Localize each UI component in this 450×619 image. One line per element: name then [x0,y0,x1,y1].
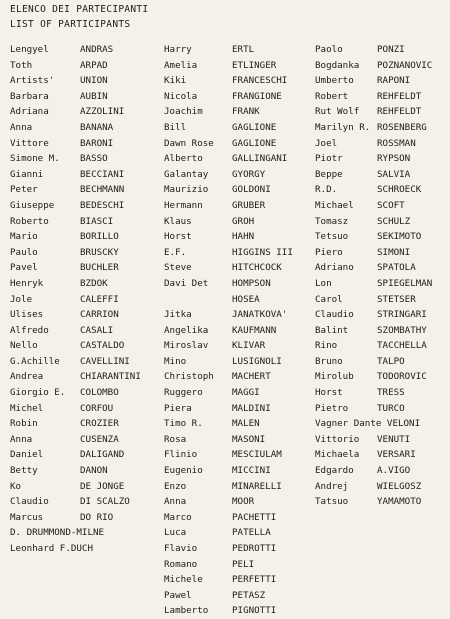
participant-first-name: Tetsuo [315,231,349,243]
participant-last-name: SEKIMOTO [377,231,422,243]
participant-last-name: STETSER [377,293,416,305]
participant-first-name: Lamberto [164,605,209,617]
participant-last-name: ARPAD [80,59,108,71]
participant-last-name: HITCHCOCK [232,262,282,274]
participant-last-name: REHFELDT [377,90,422,102]
participant-last-name: CARRION [80,309,119,321]
participant-last-name: FRANGIONE [232,90,282,102]
participant-first-name: Lengyel [10,44,49,55]
participant-first-name: Michele [164,574,203,586]
participant-last-name: BECCIANI [80,168,125,180]
participant-last-name: PACHETTI [232,511,277,523]
participant-last-name: CROZIER [80,418,119,430]
participant-last-name: CUSENZA [80,433,119,445]
participant-first-name: Giorgio E. [10,387,66,399]
participant-last-name: MACHERT [232,371,271,383]
participant-first-name: Simone M. [10,153,60,165]
participant-last-name: BORILLO [80,231,119,243]
participant-first-name: Carol [315,293,343,305]
participant-last-name: YAMAMOTO [377,496,422,508]
participant-first-name: Adriana [10,106,49,118]
participant-last-name: AUBIN [80,90,108,102]
participant-first-name: Paulo [10,246,38,258]
participant-last-name: UNION [80,75,108,87]
participant-first-name: Pietro [315,402,349,414]
participant-last-name: A.VIGO [377,465,411,477]
participant-first-name: Harry [164,44,192,55]
participant-last-name: DI SCALZO [80,496,130,508]
participant-last-name: SPIEGELMAN [377,277,433,289]
participant-last-name: MICCINI [232,465,271,477]
participant-first-name: Michel [10,402,44,414]
participant-last-name: ROSENBERG [377,121,427,133]
participant-last-name: TODOROVIC [377,371,427,383]
participant-full-name: Leonhard F.DUCH [10,543,93,554]
participant-first-name: Robert [315,90,349,102]
participant-first-name: Gianni [10,168,44,180]
participant-first-name: Mario [10,231,38,243]
participant-first-name: Betty [10,465,38,477]
participant-last-name: TACCHELLA [377,340,427,352]
participant-last-name: GROH [232,215,255,227]
participant-last-name: JANATKOVA' [232,309,288,321]
participant-first-name: Tomasz [315,215,349,227]
participant-first-name: Bogdanka [315,59,360,71]
participant-first-name: Anna [10,121,33,133]
participant-first-name: Piotr [315,153,343,165]
participant-last-name: MAGGI [232,387,260,399]
participant-first-name: Beppe [315,168,343,180]
participant-first-name: Klaus [164,215,192,227]
participant-last-name: KLIVAR [232,340,266,352]
participant-first-name: Hermann [164,199,203,211]
participant-last-name: BZDOK [80,277,108,289]
participant-last-name: GAGLIONE [232,137,277,149]
participant-first-name: Barbara [10,90,49,102]
participant-first-name: E.F. [164,246,187,258]
participant-last-name: WIELGOSZ [377,480,422,492]
participant-first-name: Steve [164,262,192,274]
participant-first-name: Umberto [315,75,354,87]
participant-first-name: Enzo [164,480,187,492]
participant-first-name: Mino [164,355,187,367]
participant-last-name: REHFELDT [377,106,422,118]
participant-last-name: MOOR [232,496,255,508]
participant-first-name: Artists' [10,75,55,87]
participant-last-name: HIGGINS III [232,246,293,258]
participant-last-name: MINARELLI [232,480,282,492]
participant-last-name: PEDROTTI [232,543,277,554]
participant-first-name: Luca [164,527,187,539]
participant-first-name: Romano [164,558,198,570]
participant-last-name: BASSO [80,153,108,165]
participant-last-name: CAVELLINI [80,355,130,367]
participant-last-name: SCOFT [377,199,405,211]
participant-last-name: MALEN [232,418,260,430]
heading-english: LIST OF PARTICIPANTS [10,19,131,30]
participant-last-name: TURCO [377,402,405,414]
participant-last-name: FRANCESCHI [232,75,288,87]
participant-first-name: Michaela [315,449,360,461]
participant-last-name: PIGNOTTI [232,605,277,617]
participant-last-name: MASONI [232,433,266,445]
participant-first-name: Nicola [164,90,198,102]
participant-first-name: Tatsuo [315,496,349,508]
participant-first-name: Rut Wolf [315,106,360,118]
participant-first-name: Marilyn R. [315,121,371,133]
participant-first-name: Giuseppe [10,199,55,211]
participant-first-name: Piero [315,246,343,258]
participant-first-name: Henryk [10,277,44,289]
participant-first-name: Claudio [315,309,354,321]
participant-first-name: Flavio [164,543,198,554]
participant-first-name: Roberto [10,215,49,227]
participant-first-name: Kiki [164,75,187,87]
participant-first-name: Jitka [164,309,192,321]
participant-last-name: SZOMBATHY [377,324,427,336]
participant-first-name: Jole [10,293,33,305]
participant-first-name: Dawn Rose [164,137,214,149]
participant-first-name: Toth [10,59,33,71]
participant-last-name: CALEFFI [80,293,119,305]
participant-first-name: Balint [315,324,349,336]
participant-first-name: Nello [10,340,38,352]
participant-last-name: BANANA [80,121,114,133]
participant-last-name: CASTALDO [80,340,125,352]
participant-last-name: POZNANOVIC [377,59,433,71]
participant-last-name: HOSEA [232,293,260,305]
participant-first-name: Claudio [10,496,49,508]
participant-first-name: Maurizio [164,184,209,196]
participant-last-name: HOMPSON [232,277,271,289]
participant-last-name: BEDESCHI [80,199,125,211]
participant-last-name: SCHROECK [377,184,422,196]
participant-first-name: Alberto [164,153,203,165]
participant-first-name: Anna [164,496,187,508]
participant-last-name: LUSIGNOLI [232,355,282,367]
participant-first-name: Eugenio [164,465,203,477]
participant-first-name: Michael [315,199,354,211]
participant-first-name: Pavel [10,262,38,274]
participant-first-name: Lon [315,277,332,289]
participant-first-name: Joel [315,137,338,149]
participant-first-name: Andrea [10,371,44,383]
participant-first-name: Christoph [164,371,214,383]
participant-last-name: DALIGAND [80,449,125,461]
participant-first-name: Vittorio [315,433,360,445]
participant-last-name: RYPSON [377,153,411,165]
participant-full-name: Vagner Dante VELONI [315,418,421,430]
participant-last-name: BARONI [80,137,114,149]
participant-first-name: Adriano [315,262,354,274]
participant-first-name: Ulises [10,309,44,321]
participant-full-name: D. DRUMMOND-MILNE [10,527,105,539]
participant-last-name: ERTL [232,44,255,55]
participant-last-name: MESCIULAM [232,449,282,461]
participant-first-name: Pawel [164,589,192,601]
participant-first-name: Peter [10,184,38,196]
participant-first-name: Horst [164,231,192,243]
participant-last-name: RAPONI [377,75,411,87]
participant-first-name: Marco [164,511,192,523]
participant-first-name: Edgardo [315,465,354,477]
participant-first-name: Ruggero [164,387,203,399]
participant-last-name: SCHULZ [377,215,411,227]
participant-last-name: DO RIO [80,511,114,523]
participant-first-name: Davi Det [164,277,209,289]
participant-first-name: G.Achille [10,355,60,367]
participant-first-name: Alfredo [10,324,49,336]
participant-last-name: COLOMBO [80,387,119,399]
participant-last-name: BIASCI [80,215,114,227]
participant-last-name: CORFOU [80,402,114,414]
participant-last-name: ANDRAS [80,44,114,55]
participant-last-name: DANON [80,465,108,477]
participant-first-name: Robin [10,418,38,430]
participant-last-name: PERFETTI [232,574,277,586]
participant-first-name: Marcus [10,511,44,523]
participant-last-name: DE JONGE [80,480,125,492]
participant-last-name: MALDINI [232,402,271,414]
participant-first-name: Ko [10,480,22,492]
participant-last-name: GAGLIONE [232,121,277,133]
participant-first-name: Bruno [315,355,343,367]
participant-first-name: Horst [315,387,343,399]
participant-last-name: VENUTI [377,433,411,445]
participant-first-name: Paolo [315,44,343,55]
participant-last-name: SIMONI [377,246,411,258]
participant-first-name: R.D. [315,184,338,196]
participant-first-name: Daniel [10,449,44,461]
participant-last-name: PELI [232,558,255,570]
participant-last-name: HAHN [232,231,255,243]
participant-last-name: ETLINGER [232,59,277,71]
participant-first-name: Timo R. [164,418,203,430]
participant-last-name: ROSSMAN [377,137,416,149]
participant-first-name: Flinio [164,449,198,461]
participant-last-name: CHIARANTINI [80,371,141,383]
participant-first-name: Galantay [164,168,209,180]
participant-first-name: Amelia [164,59,198,71]
participant-last-name: PETASZ [232,589,266,601]
participant-last-name: TRESS [377,387,405,399]
participant-last-name: CASALI [80,324,114,336]
participant-last-name: GALLINGANI [232,153,288,165]
participant-first-name: Rosa [164,433,187,445]
participant-last-name: GRUBER [232,199,266,211]
participant-last-name: GOLDONI [232,184,271,196]
participant-first-name: Joachim [164,106,203,118]
participant-first-name: Anna [10,433,33,445]
participant-last-name: GYORGY [232,168,266,180]
participant-last-name: PONZI [377,44,405,55]
participant-last-name: AZZOLINI [80,106,125,118]
heading-italian: ELENCO DEI PARTECIPANTI [10,4,149,15]
participant-first-name: Vittore [10,137,49,149]
participant-last-name: SPATOLA [377,262,416,274]
participant-last-name: BRUSCKY [80,246,119,258]
participant-first-name: Andrej [315,480,349,492]
participant-first-name: Miroslav [164,340,209,352]
participant-last-name: STRINGARI [377,309,427,321]
participant-first-name: Rino [315,340,338,352]
participant-last-name: BUCHLER [80,262,119,274]
participant-first-name: Mirolub [315,371,354,383]
participant-last-name: TALPO [377,355,405,367]
participant-last-name: FRANK [232,106,260,118]
participant-last-name: PATELLA [232,527,271,539]
participant-first-name: Piera [164,402,192,414]
participant-last-name: SALVIA [377,168,411,180]
participant-last-name: BECHMANN [80,184,125,196]
participant-first-name: Angelika [164,324,209,336]
participant-first-name: Bill [164,121,187,133]
participant-last-name: KAUFMANN [232,324,277,336]
participant-last-name: VERSARI [377,449,416,461]
